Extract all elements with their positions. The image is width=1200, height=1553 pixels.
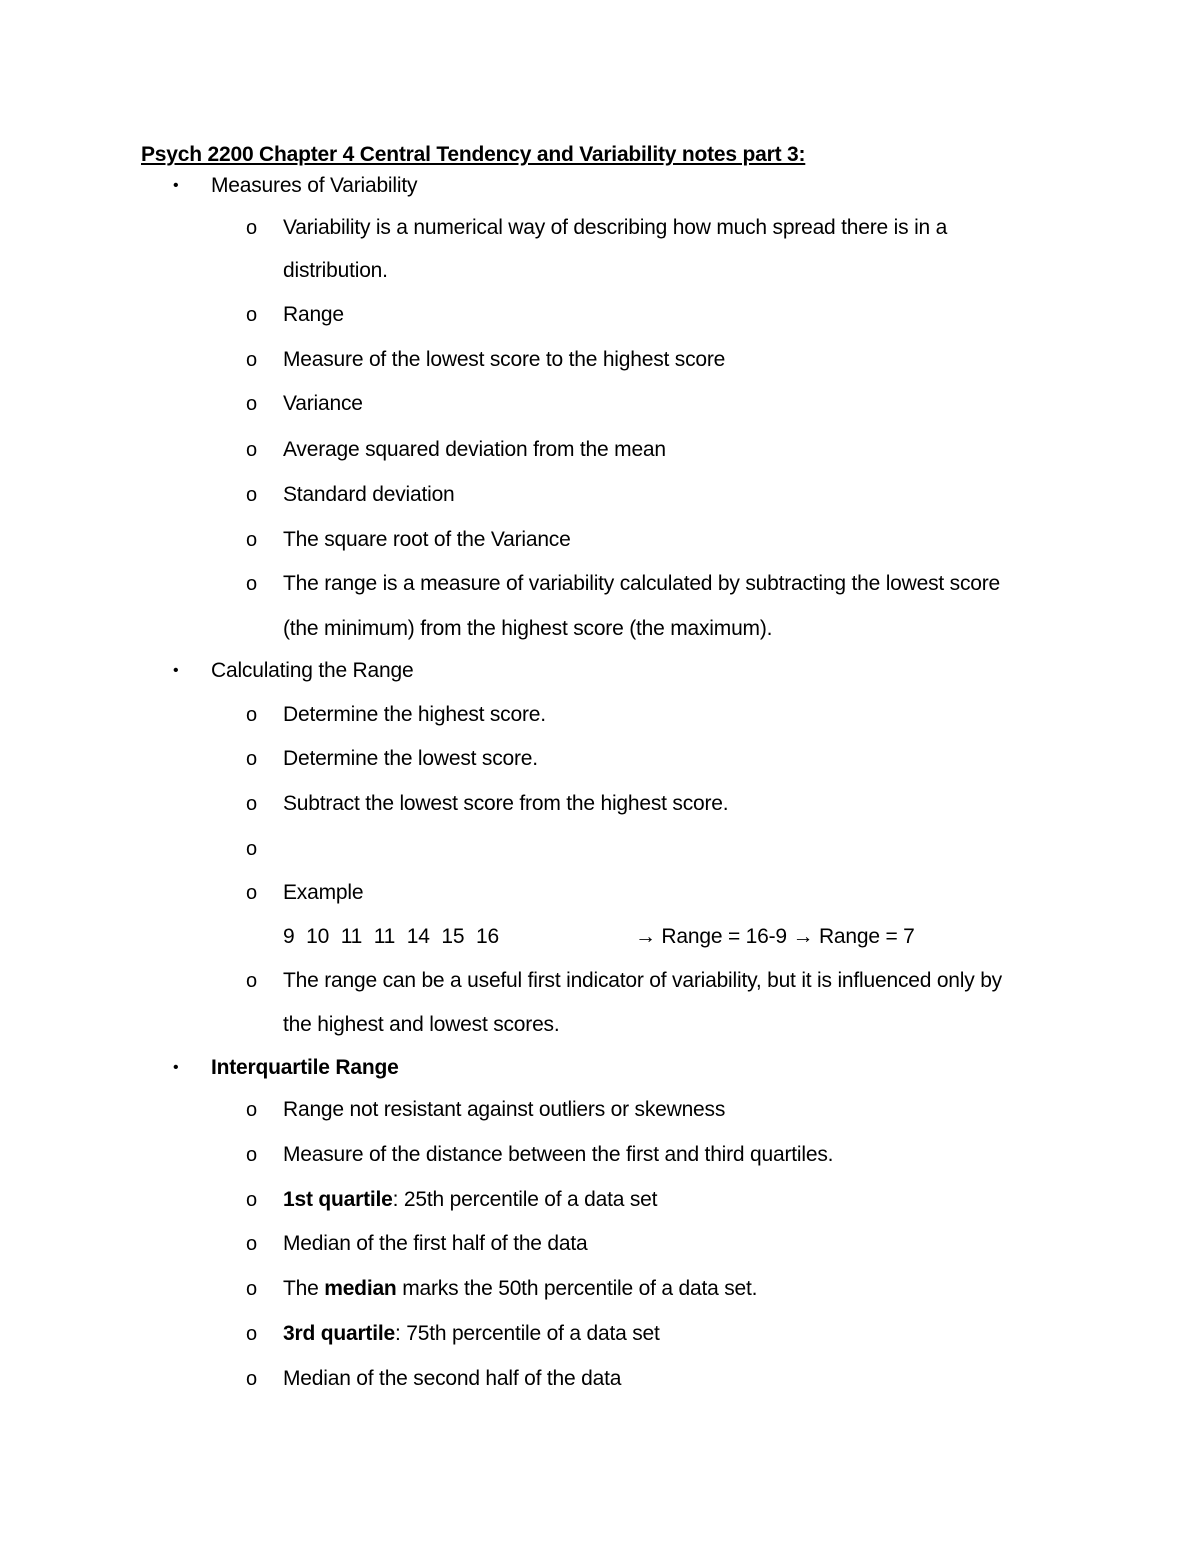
sub-bullet-icon: o bbox=[246, 529, 258, 551]
q3-definition: : 75th percentile of a data set bbox=[394, 1322, 660, 1345]
list-item-continuation: (the minimum) from the highest score (the maximum). bbox=[283, 617, 773, 640]
sub-bullet-icon: o bbox=[246, 970, 258, 992]
list-item: Measure of the lowest score to the highest score bbox=[283, 348, 726, 371]
list-item: The square root of the Variance bbox=[283, 528, 571, 551]
list-item: Standard deviation bbox=[283, 483, 455, 506]
list-item-q1 bbox=[283, 1187, 657, 1213]
section-heading-calculating: Calculating the Range bbox=[211, 659, 414, 682]
list-item: The range can be a useful first indicator of variability, but it is influenced only by bbox=[283, 969, 1002, 992]
list-item-q3 bbox=[283, 1321, 660, 1347]
sub-bullet-icon: o bbox=[246, 573, 258, 595]
list-item: Variance bbox=[283, 392, 363, 415]
sub-bullet-icon: o bbox=[246, 304, 258, 326]
section-heading-iqr: Interquartile Range bbox=[211, 1056, 399, 1079]
list-item: Determine the lowest score. bbox=[283, 747, 538, 770]
sub-bullet-icon: o bbox=[246, 1368, 258, 1390]
sub-bullet-icon: o bbox=[246, 1233, 258, 1255]
sub-bullet-icon: o bbox=[246, 439, 258, 461]
list-item: Median of the second half of the data bbox=[283, 1367, 622, 1390]
sub-bullet-icon: o bbox=[246, 1189, 258, 1211]
list-item: Range not resistant against outliers or skewness bbox=[283, 1098, 726, 1121]
sub-bullet-icon: o bbox=[246, 704, 258, 726]
median-definition: marks the 50th percentile of a data set. bbox=[396, 1277, 758, 1300]
median-term: median bbox=[324, 1277, 397, 1300]
list-item: Measure of the distance between the first and third quartiles. bbox=[283, 1143, 834, 1166]
sub-bullet-icon: o bbox=[246, 484, 258, 506]
list-item: Variability is a numerical way of describing how much spread there is in a bbox=[283, 216, 948, 239]
list-item-example: Example bbox=[283, 881, 364, 904]
q1-term: 1st quartile bbox=[283, 1188, 393, 1211]
sub-bullet-icon: o bbox=[246, 1099, 258, 1121]
list-item: Determine the highest score. bbox=[283, 703, 546, 726]
list-item-median bbox=[283, 1276, 757, 1302]
q1-definition: : 25th percentile of a data set bbox=[392, 1188, 658, 1211]
list-item: Average squared deviation from the mean bbox=[283, 438, 666, 461]
list-item-continuation: the highest and lowest scores. bbox=[283, 1013, 560, 1036]
example-range-calculation: → Range = 16-9 → Range = 7 bbox=[635, 925, 915, 948]
sub-bullet-icon: o bbox=[246, 793, 258, 815]
list-item: Range bbox=[283, 303, 344, 326]
sub-bullet-icon: o bbox=[246, 1323, 258, 1345]
bullet-icon: • bbox=[173, 177, 179, 194]
bullet-icon: • bbox=[173, 1059, 179, 1076]
section-heading-measures: Measures of Variability bbox=[211, 174, 418, 197]
list-item-continuation: distribution. bbox=[283, 259, 388, 282]
bullet-icon: • bbox=[173, 662, 179, 679]
sub-bullet-icon: o bbox=[246, 1144, 258, 1166]
sub-bullet-icon: o bbox=[246, 393, 258, 415]
list-item: The range is a measure of variability calculated by subtracting the lowest score bbox=[283, 572, 1001, 595]
sub-bullet-icon: o bbox=[246, 748, 258, 770]
page-title: Psych 2200 Chapter 4 Central Tendency and Variability notes part 3: bbox=[141, 143, 806, 166]
median-prefix: The bbox=[283, 1277, 325, 1300]
list-item: Median of the first half of the data bbox=[283, 1232, 588, 1255]
sub-bullet-icon: o bbox=[246, 1278, 258, 1300]
example-values: 9 10 11 11 14 15 16 bbox=[283, 925, 499, 948]
q3-term: 3rd quartile bbox=[283, 1322, 395, 1345]
list-item: Subtract the lowest score from the highest score. bbox=[283, 792, 729, 815]
sub-bullet-icon: o bbox=[246, 349, 258, 371]
sub-bullet-icon: o bbox=[246, 882, 258, 904]
sub-bullet-icon: o bbox=[246, 217, 258, 239]
sub-bullet-icon: o bbox=[246, 838, 258, 860]
